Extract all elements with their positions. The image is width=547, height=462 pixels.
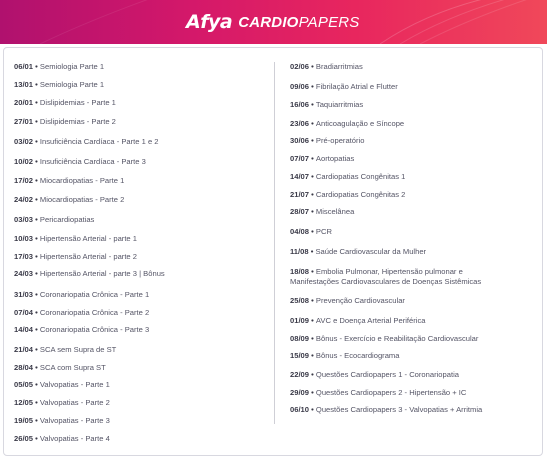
brand-cardio: CARDIO — [238, 13, 299, 31]
schedule-topic: Pericardiopatias — [39, 215, 95, 224]
schedule-item — [14, 80, 104, 90]
schedule-date: 10/02 — [14, 157, 34, 166]
schedule-date: 24/02 — [14, 195, 34, 204]
schedule-topic: Miocardiopatias - Parte 1 — [39, 176, 125, 185]
schedule-item — [14, 176, 124, 186]
schedule-date: 18/08 — [290, 267, 310, 276]
schedule-topic: Valvopatias - Parte 3 — [39, 416, 110, 425]
schedule-item — [14, 98, 116, 108]
schedule-date: 07/04 — [14, 308, 34, 317]
schedule-date: 22/09 — [290, 370, 310, 379]
schedule-topic: Insuficiência Cardíaca - Parte 3 — [39, 157, 146, 166]
bullet-icon: • — [309, 370, 316, 379]
bullet-icon: • — [33, 98, 40, 107]
schedule-item — [14, 290, 149, 300]
schedule-date: 07/07 — [290, 154, 310, 163]
schedule-item — [14, 215, 94, 225]
bullet-icon: • — [309, 267, 316, 276]
bullet-icon: • — [33, 117, 40, 126]
schedule-item — [290, 247, 426, 257]
schedule-date: 03/03 — [14, 215, 34, 224]
schedule-item — [14, 234, 137, 244]
schedule-topic: Dislipidemias - Parte 2 — [39, 117, 116, 126]
schedule-date: 15/09 — [290, 351, 310, 360]
schedule-item — [290, 82, 398, 92]
schedule-topic: Miscelânea — [315, 207, 355, 216]
header-banner — [0, 0, 547, 44]
schedule-date: 12/05 — [14, 398, 34, 407]
bullet-icon: • — [33, 434, 40, 443]
schedule-date: 09/06 — [290, 82, 310, 91]
schedule-topic: SCA com Supra ST — [39, 363, 106, 372]
schedule-date: 05/05 — [14, 380, 34, 389]
schedule-topic: Cardiopatias Congênitas 1 — [315, 172, 406, 181]
bullet-icon: • — [309, 207, 316, 216]
schedule-topic: Questões Cardiopapers 1 - Coronariopatia — [315, 370, 460, 379]
schedule-item — [14, 252, 137, 262]
schedule-date: 14/07 — [290, 172, 310, 181]
schedule-date: 14/04 — [14, 325, 34, 334]
schedule-item — [290, 154, 354, 164]
schedule-topic: Embolia Pulmonar, Hipertensão pulmonar e — [315, 267, 463, 276]
schedule-date: 28/07 — [290, 207, 310, 216]
schedule-item — [290, 405, 482, 415]
schedule-topic: Fibrilação Atrial e Flutter — [315, 82, 398, 91]
bullet-icon: • — [309, 227, 316, 236]
schedule-item — [290, 316, 426, 326]
schedule-topic: Saúde Cardiovascular da Mulher — [315, 247, 427, 256]
schedule-topic: Anticoagulação e Síncope — [315, 119, 405, 128]
schedule-item — [14, 117, 116, 127]
schedule-item — [290, 370, 459, 380]
schedule-item — [14, 416, 110, 426]
schedule-item — [290, 136, 364, 146]
schedule-item — [290, 296, 405, 306]
schedule-date: 10/03 — [14, 234, 34, 243]
schedule-item — [290, 334, 478, 344]
schedule-item — [14, 195, 124, 205]
schedule-item — [290, 351, 399, 361]
bullet-icon: • — [33, 176, 40, 185]
schedule-topic: Aortopatias — [315, 154, 355, 163]
bullet-icon: • — [33, 215, 40, 224]
schedule-date: 26/05 — [14, 434, 34, 443]
schedule-topic-continued: Manifestações Cardiovasculares de Doenças Sistêmicas — [290, 277, 482, 286]
schedule-topic: Dislipidemias - Parte 1 — [39, 98, 116, 107]
bullet-icon: • — [33, 269, 40, 278]
bullet-icon: • — [33, 195, 40, 204]
bullet-icon: • — [33, 308, 40, 317]
schedule-topic: Semiologia Parte 1 — [39, 80, 105, 89]
schedule-topic: Coronariopatia Crônica - Parte 2 — [39, 308, 150, 317]
bullet-icon: • — [309, 334, 316, 343]
bullet-icon: • — [309, 62, 316, 71]
schedule-topic: Coronariopatia Crônica - Parte 1 — [39, 290, 150, 299]
schedule-topic: Valvopatias - Parte 4 — [39, 434, 110, 443]
bullet-icon: • — [33, 234, 40, 243]
schedule-item — [290, 100, 363, 110]
bullet-icon: • — [33, 157, 40, 166]
bullet-icon: • — [309, 405, 316, 414]
schedule-item — [290, 190, 405, 200]
schedule-date: 31/03 — [14, 290, 34, 299]
schedule-item — [14, 345, 116, 355]
schedule-item — [14, 308, 149, 318]
schedule-date: 04/08 — [290, 227, 310, 236]
bullet-icon: • — [309, 100, 316, 109]
schedule-date: 21/07 — [290, 190, 310, 199]
schedule-date: 16/06 — [290, 100, 310, 109]
schedule-item — [290, 119, 404, 129]
schedule-item — [14, 325, 149, 335]
schedule-topic: Cardiopatias Congênitas 2 — [315, 190, 406, 199]
schedule-item — [14, 137, 159, 147]
bullet-icon: • — [309, 316, 316, 325]
bullet-icon: • — [309, 351, 316, 360]
bullet-icon: • — [33, 398, 40, 407]
schedule-date: 24/03 — [14, 269, 34, 278]
schedule-topic: AVC e Doença Arterial Periférica — [315, 316, 426, 325]
bullet-icon: • — [33, 80, 40, 89]
schedule-topic: Hipertensão Arterial - parte 2 — [39, 252, 137, 261]
schedule-item — [290, 267, 481, 287]
bullet-icon: • — [309, 296, 316, 305]
schedule-topic: Semiologia Parte 1 — [39, 62, 105, 71]
schedule-topic: Bradiarritmias — [315, 62, 363, 71]
schedule-topic: Bônus - Exercício e Reabilitação Cardiovascular — [315, 334, 479, 343]
schedule-item — [290, 227, 332, 237]
schedule-item — [14, 434, 110, 444]
schedule-topic: Hipertensão Arterial - parte 3 | Bônus — [39, 269, 165, 278]
schedule-item — [14, 398, 110, 408]
schedule-topic: Valvopatias - Parte 2 — [39, 398, 110, 407]
schedule-date: 06/10 — [290, 405, 310, 414]
schedule-item — [290, 62, 363, 72]
schedule-topic: Hipertensão Arterial - parte 1 — [39, 234, 137, 243]
schedule-date: 28/04 — [14, 363, 34, 372]
bullet-icon: • — [309, 388, 316, 397]
schedule-topic: Miocardiopatias - Parte 2 — [39, 195, 125, 204]
bullet-icon: • — [309, 119, 316, 128]
bullet-icon: • — [33, 290, 40, 299]
schedule-topic: Valvopatias - Parte 1 — [39, 380, 110, 389]
bullet-icon: • — [308, 247, 316, 256]
bullet-icon: • — [33, 137, 40, 146]
schedule-topic: Prevenção Cardiovascular — [315, 296, 405, 305]
bullet-icon: • — [33, 363, 40, 372]
bullet-icon: • — [33, 380, 40, 389]
schedule-item — [290, 388, 466, 398]
schedule-date: 30/06 — [290, 136, 310, 145]
schedule-date: 17/03 — [14, 252, 34, 261]
bullet-icon: • — [33, 325, 40, 334]
brand-logo — [186, 9, 360, 35]
schedule-topic: Coronariopatia Crônica - Parte 3 — [39, 325, 150, 334]
bullet-icon: • — [309, 154, 316, 163]
schedule-topic: Taquiarritmias — [315, 100, 364, 109]
bullet-icon: • — [33, 62, 40, 71]
schedule-date: 06/01 — [14, 62, 34, 71]
schedule-date: 21/04 — [14, 345, 34, 354]
schedule-item — [14, 157, 146, 167]
schedule-item — [14, 380, 110, 390]
schedule-date: 13/01 — [14, 80, 34, 89]
schedule-date: 19/05 — [14, 416, 34, 425]
schedule-date: 27/01 — [14, 117, 34, 126]
schedule-date: 08/09 — [290, 334, 310, 343]
schedule-topic: Pré-operatório — [315, 136, 365, 145]
brand-papers: PAPERS — [298, 13, 360, 31]
bullet-icon: • — [33, 345, 40, 354]
schedule-date: 17/02 — [14, 176, 34, 185]
schedule-topic: PCR — [315, 227, 332, 236]
bullet-icon: • — [309, 82, 316, 91]
bullet-icon: • — [33, 252, 40, 261]
schedule-date: 03/02 — [14, 137, 34, 146]
schedule-date: 23/06 — [290, 119, 310, 128]
schedule-item — [290, 207, 354, 217]
bullet-icon: • — [309, 190, 316, 199]
schedule-item — [290, 172, 405, 182]
brand-afya: Afya — [186, 11, 233, 33]
schedule-date: 11/08 — [290, 247, 309, 256]
schedule-topic: SCA sem Supra de ST — [39, 345, 117, 354]
schedule-item — [14, 269, 165, 279]
schedule-item — [14, 363, 106, 373]
schedule-topic: Bônus - Ecocardiograma — [315, 351, 400, 360]
bullet-icon: • — [309, 172, 316, 181]
schedule-topic: Questões Cardiopapers 3 - Valvopatias + Arritmia — [315, 405, 483, 414]
schedule-date: 20/01 — [14, 98, 34, 107]
schedule-item — [14, 62, 104, 72]
schedule-date: 01/09 — [290, 316, 310, 325]
schedule-date: 25/08 — [290, 296, 310, 305]
bullet-icon: • — [309, 136, 316, 145]
schedule-topic: Insuficiência Cardíaca - Parte 1 e 2 — [39, 137, 159, 146]
schedule-date: 02/06 — [290, 62, 310, 71]
schedule-topic: Questões Cardiopapers 2 - Hipertensão + IC — [315, 388, 467, 397]
column-divider — [274, 62, 275, 424]
schedule-date: 29/09 — [290, 388, 310, 397]
bullet-icon: • — [33, 416, 40, 425]
